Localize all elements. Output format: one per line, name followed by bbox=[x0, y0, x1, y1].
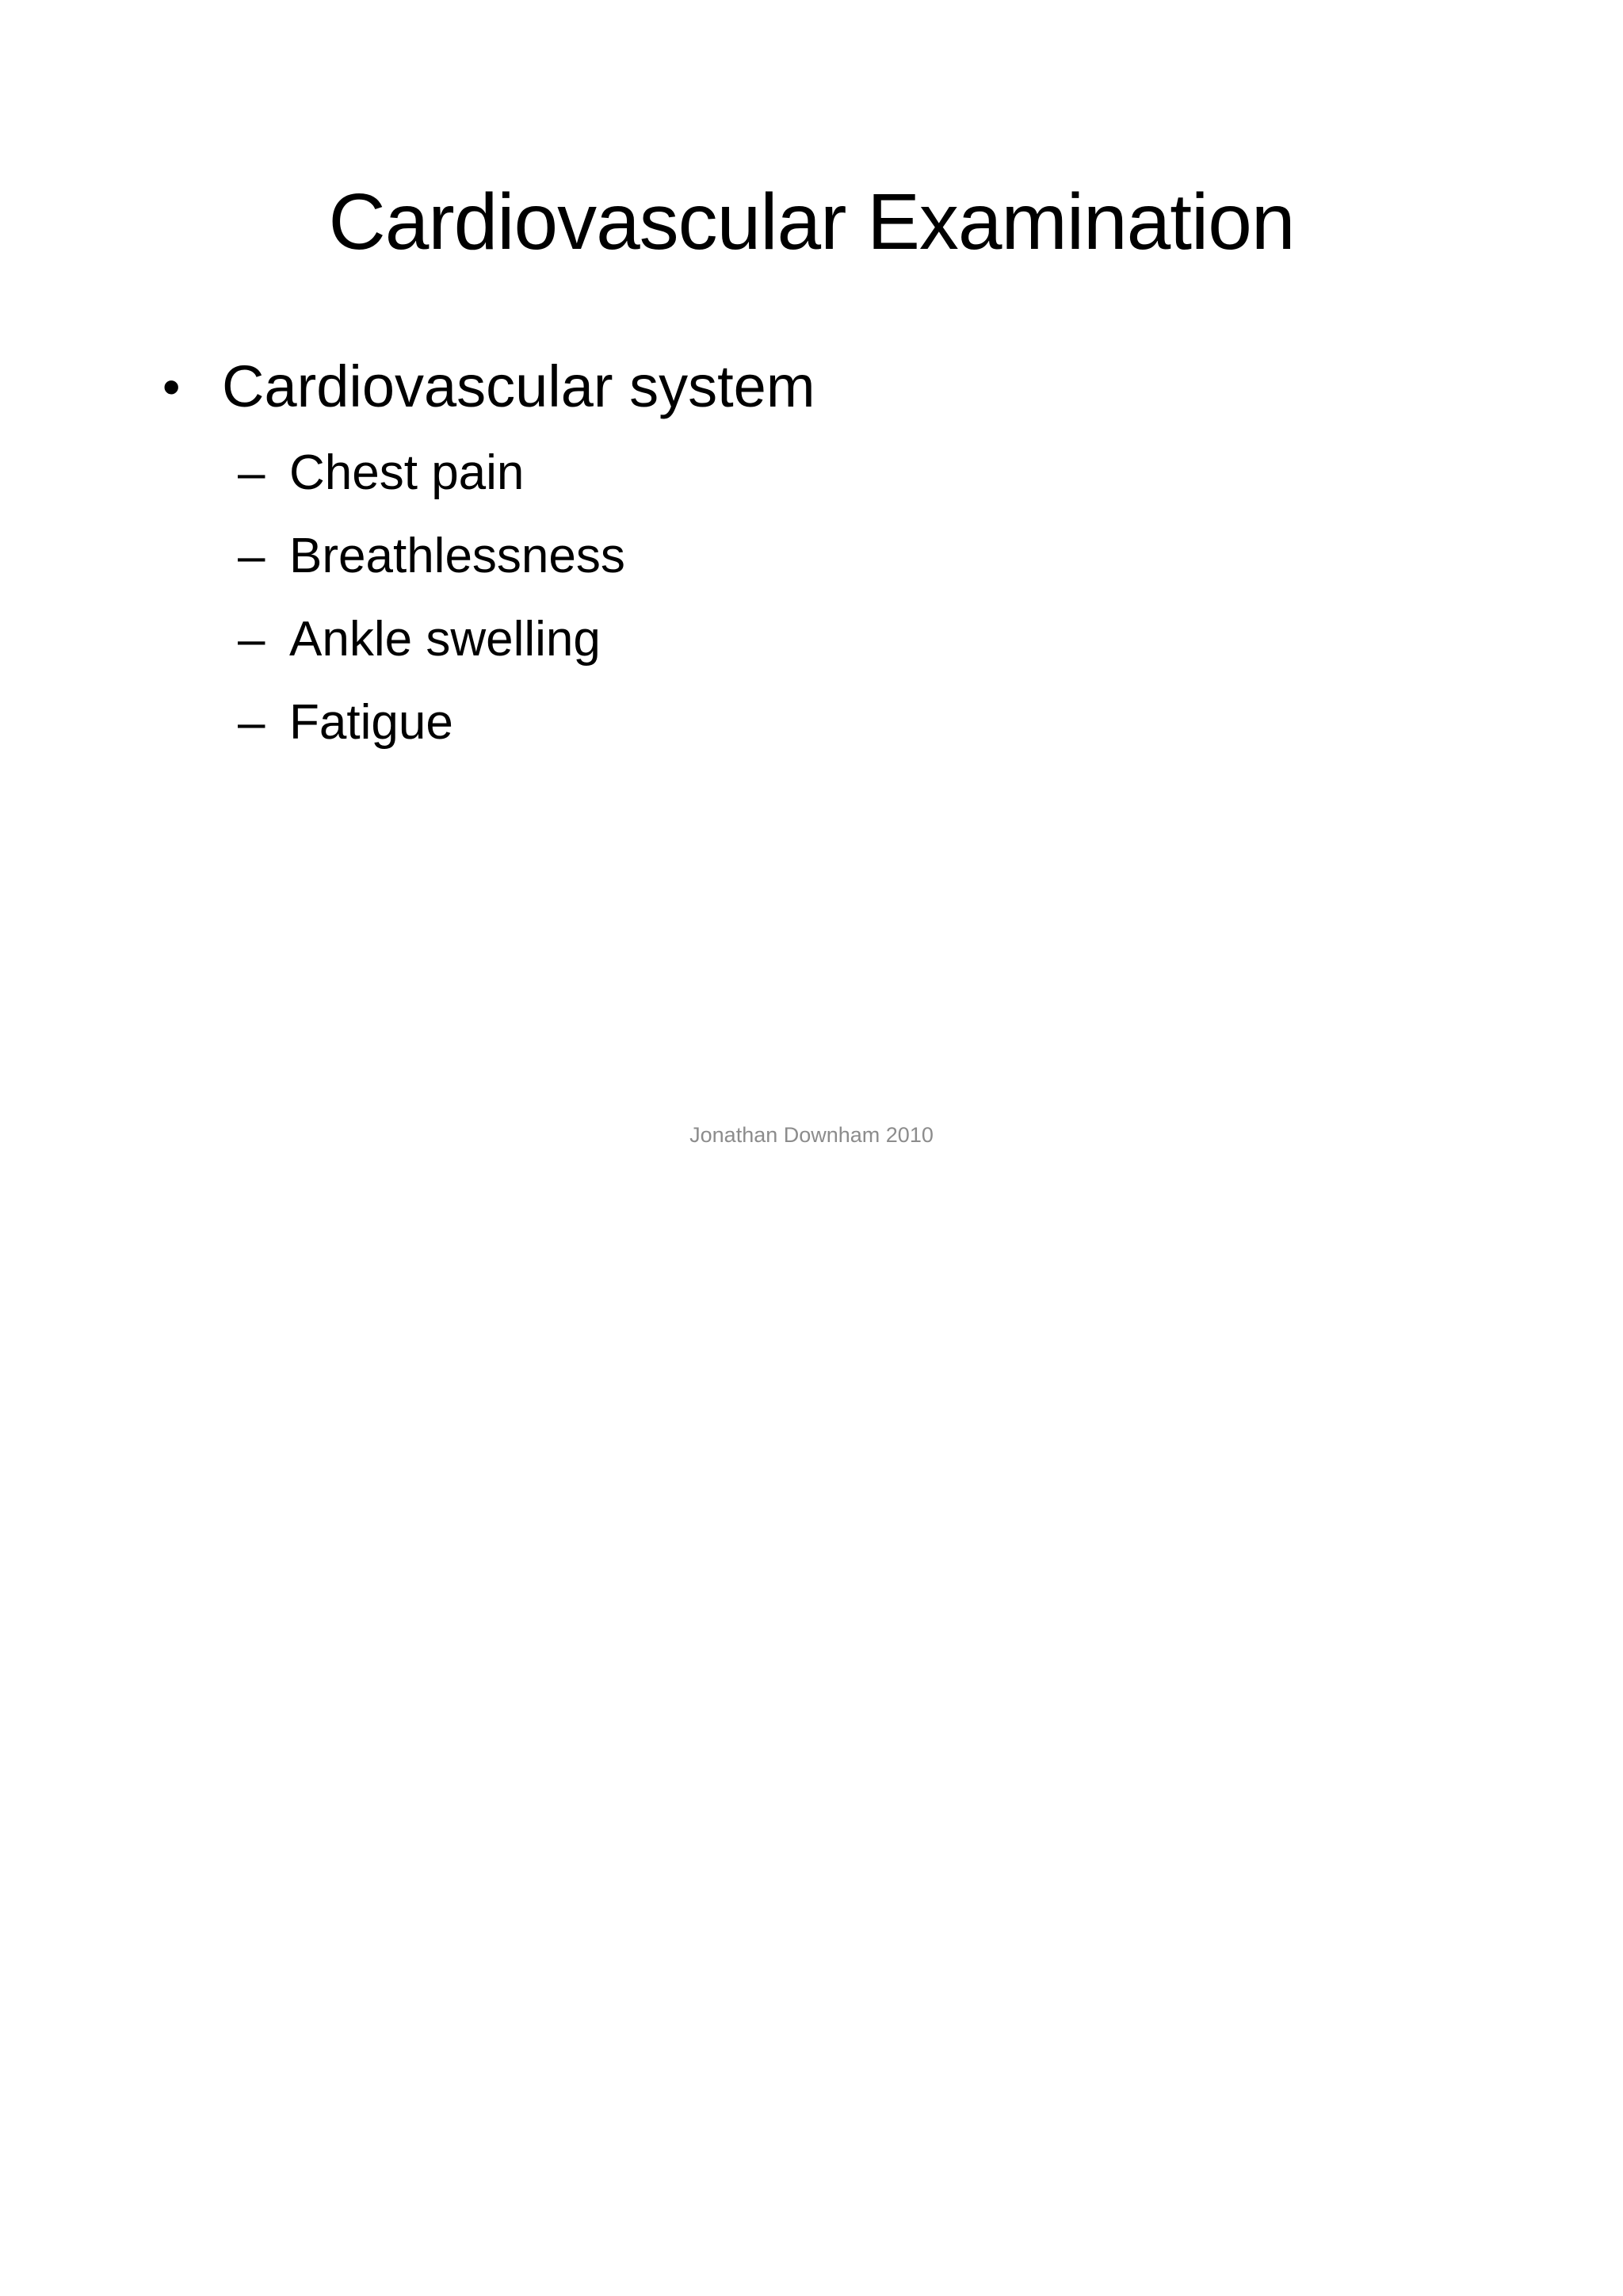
list-item bbox=[238, 681, 815, 764]
sub-item-label: Chest pain bbox=[289, 445, 525, 500]
dash-icon: – bbox=[238, 612, 265, 667]
list-item bbox=[238, 431, 815, 514]
list-item bbox=[162, 347, 815, 764]
slide-title: Cardiovascular Examination bbox=[328, 178, 1295, 266]
sub-item-label: Fatigue bbox=[289, 695, 453, 750]
sub-item-label: Ankle swelling bbox=[289, 612, 601, 667]
bullet-label: Cardiovascular system bbox=[222, 353, 815, 419]
sub-list bbox=[222, 431, 815, 764]
list-item bbox=[238, 514, 815, 598]
bullet-list bbox=[162, 347, 815, 764]
sub-item-label: Breathlessness bbox=[289, 529, 625, 583]
list-item bbox=[238, 598, 815, 681]
bullet-icon: • bbox=[162, 358, 181, 415]
dash-icon: – bbox=[238, 529, 265, 583]
dash-icon: – bbox=[238, 695, 265, 750]
footer-credit: Jonathan Downham 2010 bbox=[689, 1123, 934, 1147]
dash-icon: – bbox=[238, 445, 265, 500]
